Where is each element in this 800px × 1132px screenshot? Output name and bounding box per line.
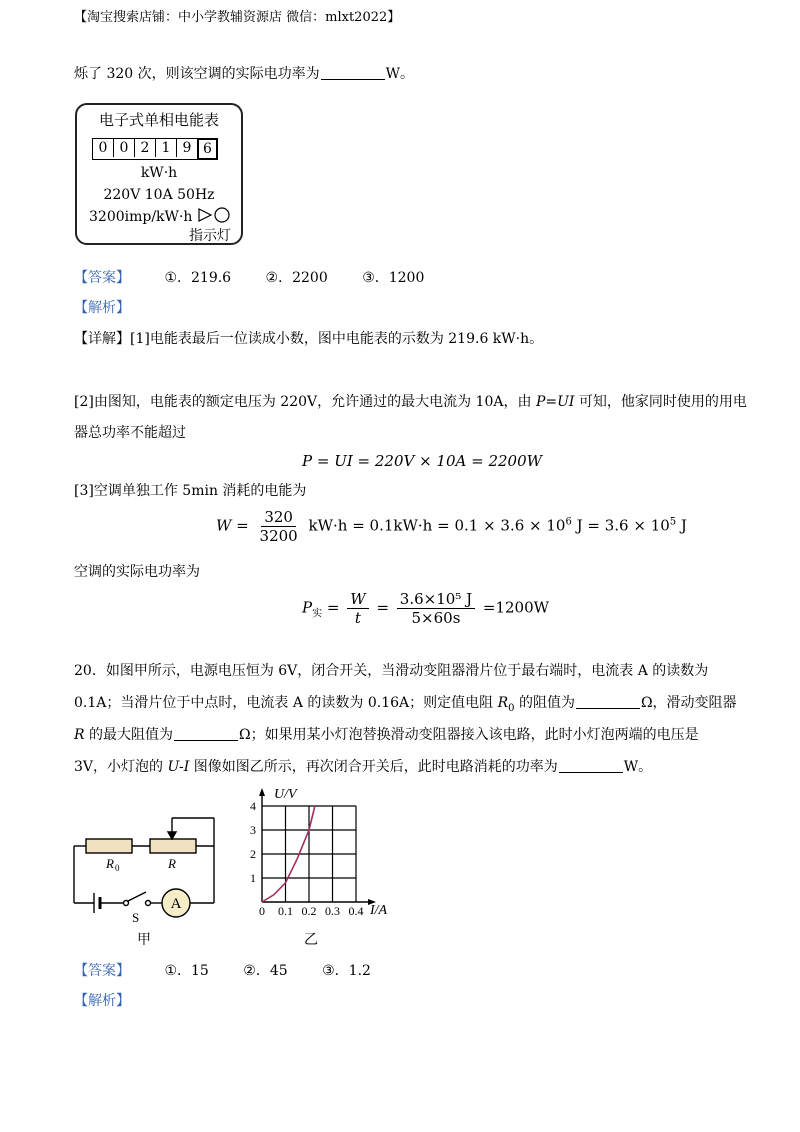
meter-rating: 220V 10A 50Hz bbox=[103, 187, 215, 203]
chart-x-tick-label: 0.2 bbox=[301, 904, 317, 918]
chart-x-tick-label: 0 bbox=[259, 904, 265, 918]
page-header: 【淘宝搜索店铺：中小学教辅资源店 微信：mlxt2022】 bbox=[74, 10, 401, 25]
chart-xlabel: I/A bbox=[370, 903, 388, 918]
detail-3: [3]空调单独工作 5min 消耗的电能为 bbox=[74, 483, 307, 499]
q20-line-4: 3V，小灯泡的 U-I 图像如图乙所示，再次闭合开关后，此时电路消耗的功率为 W。 bbox=[74, 759, 653, 775]
answer-20: 【答案】 ①．15 ②．45 ③．1.2 bbox=[74, 963, 371, 979]
circuit-diagram bbox=[66, 808, 226, 948]
detail-4: 空调的实际电功率为 bbox=[74, 564, 200, 580]
meter-digits bbox=[92, 138, 218, 160]
detail-2: [2]由图知，电能表的额定电压为 220V，允许通过的最大电流为 10A，由 P=UI 可知，他家同时使用的用电 bbox=[74, 394, 747, 410]
formula-3: $P_实$ = $\frac{W}{t}$ = $\frac{\text{3.6×10⁵ J}}{5\times 60s}$ =1200W bbox=[302, 590, 550, 627]
q19-tail: 烁了 320 次，则该空调的实际电功率为 W。 bbox=[74, 66, 415, 82]
chart-ylabel: U/V bbox=[274, 787, 297, 802]
formula-1: P = UI = 220V × 10A = 2200W bbox=[302, 452, 543, 470]
chart-y-tick-label: 3 bbox=[250, 823, 256, 837]
chart-x-tick-label: 0.3 bbox=[325, 904, 340, 918]
analysis-label-2: 【解析】 bbox=[74, 993, 130, 1009]
meter-digit: 1 bbox=[156, 139, 177, 157]
meter-impulse-row bbox=[89, 207, 231, 225]
detail-2b: 器总功率不能超过 bbox=[74, 425, 186, 441]
q20-line-2: 0.1A；当滑片位于中点时，电流表 A 的读数为 0.16A；则定值电阻 $R_0$ 的阻值为 Ω，滑动变阻器 bbox=[74, 695, 737, 714]
q20-line-3: R 的最大阻值为 Ω；如果用某小灯泡替换滑动变阻器接入该电路，此时小灯泡两端的电压是 bbox=[74, 727, 699, 743]
chart-y-tick-label: 2 bbox=[250, 847, 256, 861]
chart-caption: 乙 bbox=[304, 932, 318, 948]
ui-chart bbox=[240, 786, 410, 950]
meter-digit: 2 bbox=[135, 139, 156, 157]
label-switch: S bbox=[132, 910, 140, 925]
meter-title: 电子式单相电能表 bbox=[98, 111, 219, 129]
detail-1: 【详解】[1]电能表最后一位读成小数，图中电能表的示数为 219.6 kW·h。 bbox=[74, 331, 544, 347]
meter-digit: 0 bbox=[93, 139, 114, 157]
chart-y-tick-label: 1 bbox=[250, 871, 256, 885]
switch-lever bbox=[128, 892, 146, 901]
chart-x-tick-label: 0.4 bbox=[348, 904, 364, 918]
label-ammeter: A bbox=[170, 896, 182, 912]
meter-digit: 9 bbox=[177, 139, 198, 157]
answer-blank bbox=[321, 65, 385, 80]
energy-meter-figure bbox=[75, 103, 243, 245]
label-r0: R bbox=[106, 856, 114, 871]
label-r: R bbox=[168, 856, 176, 871]
meter-unit: kW·h bbox=[140, 165, 178, 181]
q20-line-1: 20．如图甲所示，电源电压恒为 6V，闭合开关，当滑动变阻器滑片位于最右端时，电流表 A 的读数为 bbox=[74, 663, 709, 679]
resistor-r0 bbox=[86, 839, 132, 853]
analysis-label: 【解析】 bbox=[74, 300, 130, 316]
formula-2: W = $\frac{320}{3200}$ $kW\cdot h = 0.1kW\cdot h = 0.1 \times 3.6 \times 10^6$ $J = 3.6 \times 10^5$ J bbox=[216, 508, 687, 545]
chart-y-arrow bbox=[259, 788, 265, 796]
answer-19: 【答案】 ①．219.6 ②．2200 ③．1200 bbox=[74, 270, 425, 286]
meter-impulse: 3200imp/kW·h bbox=[89, 209, 193, 225]
chart-y-tick-label: 4 bbox=[250, 799, 256, 813]
meter-digit: 0 bbox=[114, 139, 135, 157]
chart-x-tick-label: 0.1 bbox=[278, 904, 293, 918]
indicator-lamp-icon bbox=[197, 207, 231, 223]
meter-indicator-label: 指示灯 bbox=[189, 228, 231, 244]
meter-digit-decimal: 6 bbox=[197, 138, 218, 160]
caption-jia: 甲 bbox=[137, 932, 151, 948]
label-r0-sub: 0 bbox=[115, 863, 120, 873]
resistor-r bbox=[150, 839, 196, 853]
